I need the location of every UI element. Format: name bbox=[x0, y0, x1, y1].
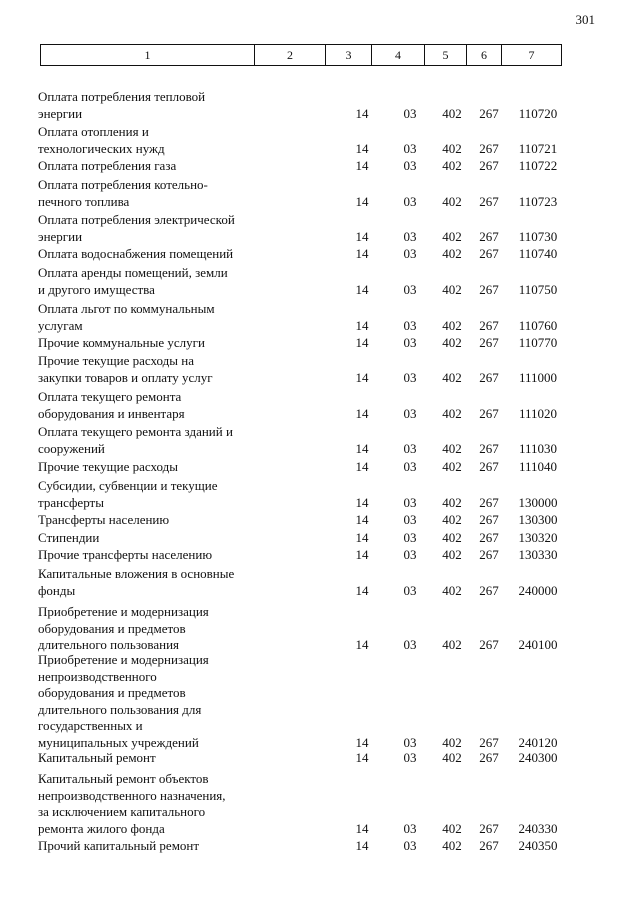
header-cell-4: 4 bbox=[372, 45, 425, 65]
row-cell-6: 267 bbox=[479, 440, 499, 456]
row-cell-4: 03 bbox=[403, 494, 417, 510]
row-cell-7: 110740 bbox=[518, 246, 558, 261]
row-cell-5: 402 bbox=[442, 750, 462, 765]
row-cell-3: 14 bbox=[355, 335, 369, 350]
row-cell-6: 267 bbox=[479, 281, 499, 297]
row-label: Оплата отопления и технологических нужд bbox=[38, 124, 165, 156]
row-cell-6: 267 bbox=[479, 193, 499, 209]
row-cell-3: 14 bbox=[355, 838, 369, 853]
row-label: Оплата аренды помещений, земли и другого имущества bbox=[38, 265, 228, 297]
row-cell-4: 03 bbox=[403, 440, 417, 456]
row-cell-4: 03 bbox=[403, 140, 417, 156]
page-number: 301 bbox=[575, 12, 595, 27]
row-cell-3: 14 bbox=[355, 281, 369, 297]
row-cell-5: 402 bbox=[442, 369, 462, 385]
row-cell-5: 402 bbox=[442, 193, 462, 209]
row-cell-7: 130330 bbox=[518, 547, 558, 562]
row-cell-3: 14 bbox=[355, 317, 369, 333]
row-cell-4: 03 bbox=[403, 369, 417, 385]
row-cell-7: 130300 bbox=[518, 512, 558, 527]
row-cell-5: 402 bbox=[442, 582, 462, 598]
row-cell-4: 03 bbox=[403, 405, 417, 421]
row-cell-7: 111020 bbox=[518, 405, 558, 421]
row-cell-7: 110770 bbox=[518, 335, 558, 350]
row-cell-3: 14 bbox=[355, 820, 369, 836]
row-cell-5: 402 bbox=[442, 838, 462, 853]
row-cell-7: 240300 bbox=[518, 750, 558, 765]
row-cell-3: 14 bbox=[355, 530, 369, 545]
header-cell-7: 7 bbox=[528, 47, 535, 62]
row-cell-7: 240350 bbox=[518, 838, 558, 853]
row-cell-3: 14 bbox=[355, 459, 369, 474]
row-cell-6: 267 bbox=[479, 459, 499, 474]
row-cell-5: 402 bbox=[442, 637, 462, 652]
row-label: Оплата потребления электрической энергии bbox=[38, 212, 235, 244]
row-cell-3: 14 bbox=[355, 193, 369, 209]
row-label: Оплата текущего ремонта оборудования и инвентаря bbox=[38, 389, 185, 421]
row-cell-5: 402 bbox=[442, 405, 462, 421]
row-label: Оплата льгот по коммунальным услугам bbox=[38, 301, 215, 333]
row-cell-4: 03 bbox=[403, 317, 417, 333]
row-label: Трансферты населению bbox=[38, 512, 170, 527]
row-cell-3: 14 bbox=[355, 440, 369, 456]
row-cell-6: 267 bbox=[479, 637, 499, 652]
row-cell-7: 110723 bbox=[518, 193, 558, 209]
row-cell-4: 03 bbox=[403, 335, 417, 350]
row-cell-5: 402 bbox=[442, 140, 462, 156]
row-cell-4: 03 bbox=[403, 193, 417, 209]
row-cell-5: 402 bbox=[442, 820, 462, 836]
row-label: Оплата водоснабжения помещений bbox=[38, 246, 234, 261]
row-cell-6: 267 bbox=[479, 369, 499, 385]
row-cell-5: 402 bbox=[442, 246, 462, 261]
row-cell-5: 402 bbox=[442, 105, 462, 121]
row-label: Оплата потребления тепловой энергии bbox=[38, 89, 206, 121]
row-cell-4: 03 bbox=[403, 820, 417, 836]
row-cell-4: 03 bbox=[403, 582, 417, 598]
row-cell-5: 402 bbox=[442, 494, 462, 510]
row-cell-4: 03 bbox=[403, 281, 417, 297]
row-cell-4: 03 bbox=[403, 246, 417, 261]
row-cell-6: 267 bbox=[479, 530, 499, 545]
row-cell-7: 110760 bbox=[518, 317, 558, 333]
row-cell-4: 03 bbox=[403, 838, 417, 853]
row-cell-7: 111000 bbox=[518, 369, 558, 385]
row-cell-3: 14 bbox=[355, 369, 369, 385]
row-cell-6: 267 bbox=[479, 335, 499, 350]
row-label: Оплата текущего ремонта зданий и сооружений bbox=[38, 424, 233, 456]
row-cell-3: 14 bbox=[355, 512, 369, 527]
row-label: Прочие текущие расходы на закупки товаров и оплату услуг bbox=[38, 353, 213, 385]
row-cell-4: 03 bbox=[403, 637, 417, 652]
header-cell-3: 3 bbox=[326, 45, 372, 65]
row-cell-4: 03 bbox=[403, 512, 417, 527]
header-cell-2: 2 bbox=[255, 45, 326, 65]
row-cell-4: 03 bbox=[403, 105, 417, 121]
row-cell-6: 267 bbox=[479, 547, 499, 562]
row-cell-3: 14 bbox=[355, 734, 369, 750]
row-cell-6: 267 bbox=[479, 140, 499, 156]
row-cell-5: 402 bbox=[442, 158, 462, 173]
row-cell-3: 14 bbox=[355, 582, 369, 598]
row-cell-5: 402 bbox=[442, 530, 462, 545]
row-label: Прочий капитальный ремонт bbox=[38, 838, 200, 853]
row-cell-6: 267 bbox=[479, 246, 499, 261]
row-cell-3: 14 bbox=[355, 228, 369, 244]
row-cell-3: 14 bbox=[355, 750, 369, 765]
row-cell-6: 267 bbox=[479, 228, 499, 244]
row-cell-7: 110720 bbox=[518, 105, 558, 121]
row-cell-3: 14 bbox=[355, 494, 369, 510]
row-cell-6: 267 bbox=[479, 158, 499, 173]
row-label: Приобретение и модернизация непроизводственного оборудования и предметов длительного пользования для государственных и муниципальных учреждений bbox=[38, 652, 209, 750]
row-cell-4: 03 bbox=[403, 158, 417, 173]
row-cell-7: 110730 bbox=[518, 228, 558, 244]
row-cell-6: 267 bbox=[479, 838, 499, 853]
row-cell-7: 110722 bbox=[518, 158, 558, 173]
row-cell-4: 03 bbox=[403, 547, 417, 562]
row-cell-3: 14 bbox=[355, 158, 369, 173]
row-cell-3: 14 bbox=[355, 405, 369, 421]
row-cell-3: 14 bbox=[355, 105, 369, 121]
header-cell-1: 1 bbox=[41, 45, 255, 65]
row-cell-5: 402 bbox=[442, 459, 462, 474]
row-cell-7: 240100 bbox=[518, 637, 558, 652]
row-cell-3: 14 bbox=[355, 637, 369, 652]
row-cell-7: 130000 bbox=[518, 494, 558, 510]
row-label: Субсидии, субвенции и текущие трансферты bbox=[38, 478, 218, 510]
row-cell-5: 402 bbox=[442, 440, 462, 456]
row-cell-7: 110721 bbox=[518, 140, 558, 156]
row-cell-5: 402 bbox=[442, 228, 462, 244]
row-label: Капитальный ремонт объектов непроизводственного назначения, за исключением капитального ремонта жилого фонда bbox=[38, 771, 226, 836]
row-cell-5: 402 bbox=[442, 734, 462, 750]
row-cell-6: 267 bbox=[479, 820, 499, 836]
row-label: Приобретение и модернизация оборудования и предметов длительного пользования bbox=[38, 604, 209, 652]
row-label: Капитальные вложения в основные фонды bbox=[38, 566, 235, 598]
row-label: Оплата потребления котельно- печного топлива bbox=[38, 177, 208, 209]
row-cell-6: 267 bbox=[479, 405, 499, 421]
row-cell-7: 130320 bbox=[518, 530, 558, 545]
row-cell-3: 14 bbox=[355, 140, 369, 156]
row-label: Прочие коммунальные услуги bbox=[38, 335, 205, 350]
header-cell-5: 5 bbox=[425, 45, 467, 65]
row-cell-4: 03 bbox=[403, 459, 417, 474]
row-cell-5: 402 bbox=[442, 281, 462, 297]
row-cell-6: 267 bbox=[479, 512, 499, 527]
row-cell-6: 267 bbox=[479, 734, 499, 750]
row-cell-5: 402 bbox=[442, 547, 462, 562]
row-label: Прочие текущие расходы bbox=[38, 459, 178, 474]
row-cell-6: 267 bbox=[479, 582, 499, 598]
row-cell-5: 402 bbox=[442, 512, 462, 527]
row-cell-7: 240120 bbox=[518, 734, 558, 750]
row-cell-5: 402 bbox=[442, 335, 462, 350]
row-cell-4: 03 bbox=[403, 228, 417, 244]
row-cell-4: 03 bbox=[403, 734, 417, 750]
row-cell-3: 14 bbox=[355, 246, 369, 261]
row-cell-3: 14 bbox=[355, 547, 369, 562]
row-cell-4: 03 bbox=[403, 750, 417, 765]
row-cell-5: 402 bbox=[442, 317, 462, 333]
row-cell-7: 111030 bbox=[518, 440, 558, 456]
row-cell-6: 267 bbox=[479, 494, 499, 510]
row-cell-7: 240330 bbox=[518, 820, 558, 836]
row-cell-7: 111040 bbox=[518, 459, 558, 474]
row-cell-6: 267 bbox=[479, 750, 499, 765]
row-cell-4: 03 bbox=[403, 530, 417, 545]
row-cell-7: 110750 bbox=[518, 281, 558, 297]
row-cell-7: 240000 bbox=[518, 582, 558, 598]
header-cell-6: 6 bbox=[467, 45, 502, 65]
row-label: Капитальный ремонт bbox=[38, 750, 156, 765]
row-label: Оплата потребления газа bbox=[38, 158, 177, 173]
row-label: Стипендии bbox=[38, 530, 100, 545]
row-cell-6: 267 bbox=[479, 317, 499, 333]
row-label: Прочие трансферты населению bbox=[38, 547, 213, 562]
row-cell-6: 267 bbox=[479, 105, 499, 121]
